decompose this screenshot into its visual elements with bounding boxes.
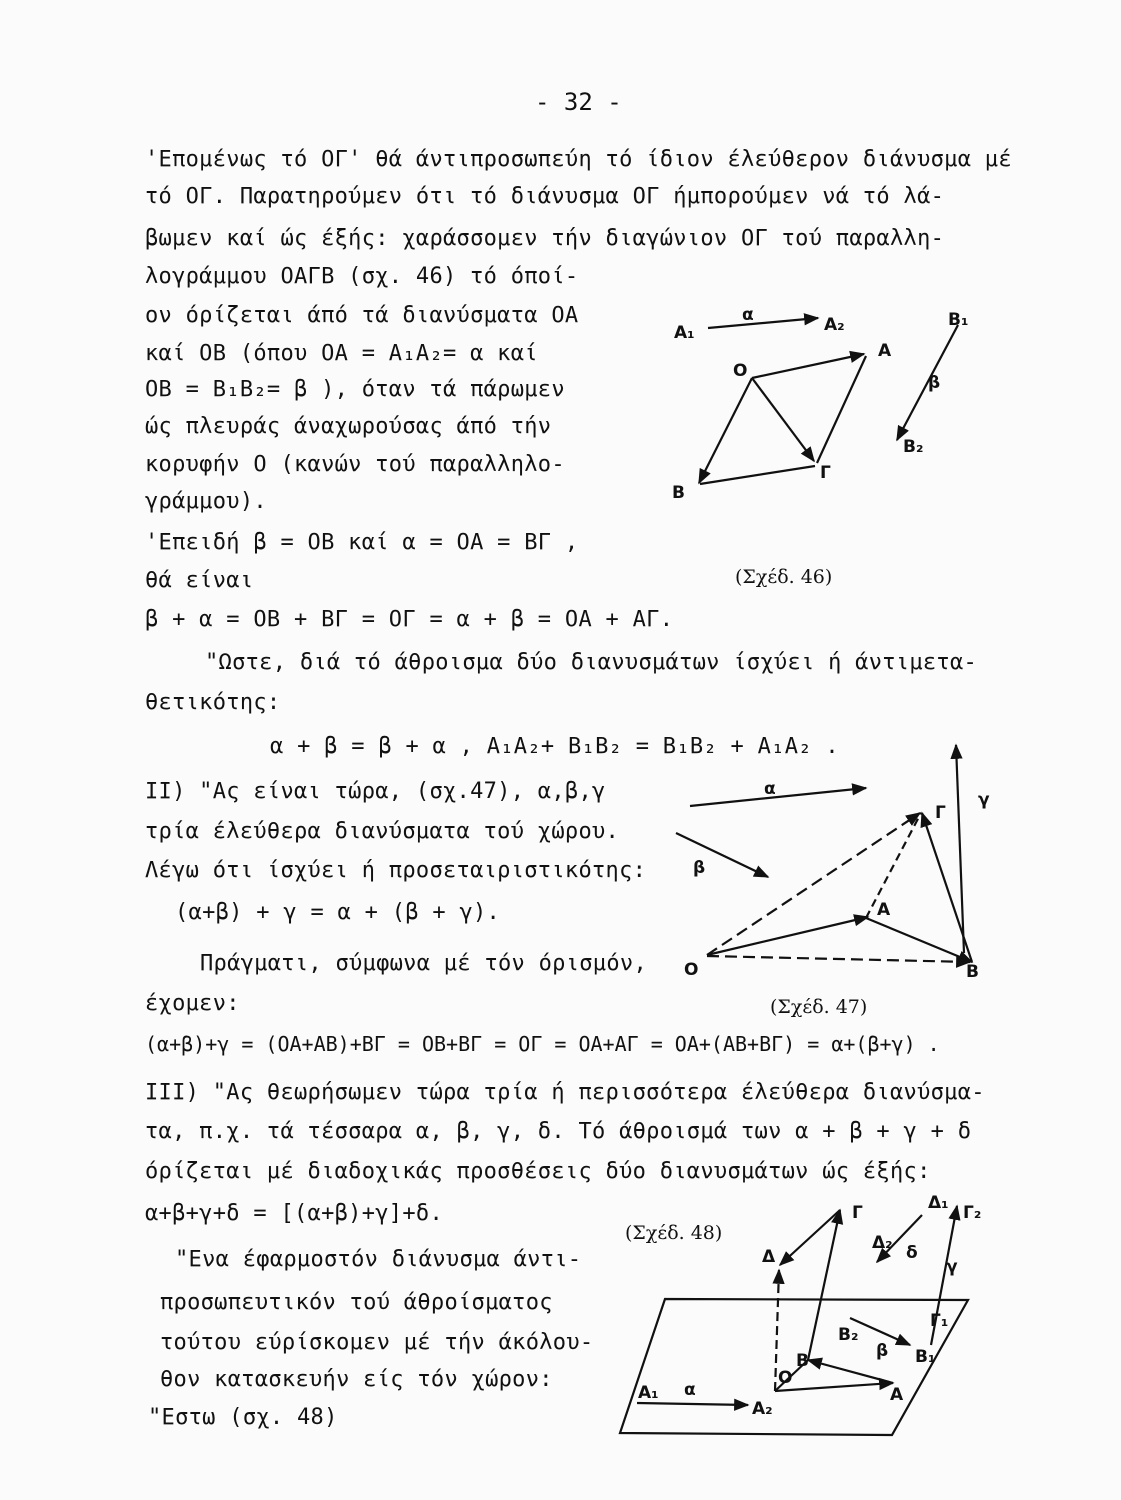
fig46-label: A₁ xyxy=(674,323,695,343)
fig46-label: α xyxy=(742,305,754,325)
text-line: (α+β)+γ = (ΟΑ+ΑΒ)+ΒΓ = ΟΒ+ΒΓ = ΟΓ = ΟΑ+ΑΓ = ΟΑ+(ΑΒ+ΒΓ) = α+(β+γ) . xyxy=(145,1032,940,1056)
fig48-label: B₁ xyxy=(915,1347,936,1367)
vector-og xyxy=(752,378,814,461)
text-line: Πράγματι, σύμφωνα μέ τόν όρισμόν, xyxy=(200,951,647,976)
figure-46-labels xyxy=(672,305,968,503)
text-line: κορυφήν Ο (κανών τού παραλληλο- xyxy=(145,452,565,477)
text-line: ον όρίζεται άπό τά διανύσματα ΟΑ xyxy=(145,303,579,328)
vector-g xyxy=(956,745,964,953)
vector-b xyxy=(676,833,768,877)
fig46-label: B₁ xyxy=(948,310,969,330)
segment-bg xyxy=(700,466,815,484)
segment-ag xyxy=(866,813,921,918)
fig46-label: A₂ xyxy=(824,315,845,335)
text-line: θον κατασκευήν είς τόν χώρον: xyxy=(160,1367,553,1392)
figure-47-caption: (Σχέδ. 47) xyxy=(770,996,868,1018)
text-line: τα, π.χ. τά τέσσαρα α, β, γ, δ. Τό άθροισμά των α + β + γ + δ xyxy=(145,1119,972,1144)
text-line: τρία έλεύθερα διανύσματα τού χώρου. xyxy=(145,819,620,844)
vector-ob xyxy=(707,956,970,962)
fig47-label: Γ xyxy=(935,803,946,823)
fig47-label: γ xyxy=(978,790,990,810)
figure-46 xyxy=(699,318,958,484)
text-line: Λέγω ότι ίσχύει ή προσεταιριστικότης: xyxy=(145,858,647,883)
vector-bg xyxy=(808,1210,840,1360)
vector-ob xyxy=(699,378,752,483)
text-line: όρίζεται μέ διαδοχικάς προσθέσεις δύο διανυσμάτων ώς έξής: xyxy=(145,1159,931,1184)
fig48-label: B xyxy=(796,1351,809,1371)
fig46-label: B₂ xyxy=(903,437,924,457)
vector-og xyxy=(707,813,920,955)
fig48-label: Δ₂ xyxy=(872,1233,893,1253)
text-line: α + β = β + α , Α₁Α₂+ Β₁Β₂ = Β₁Β₂ + Α₁Α₂ . xyxy=(270,734,839,759)
segment-ag xyxy=(817,356,866,463)
fig48-label: O xyxy=(778,1368,793,1388)
figure-47 xyxy=(676,745,972,962)
text-line: θά είναι xyxy=(145,568,254,593)
fig48-label: A xyxy=(890,1385,904,1405)
fig47-label: O xyxy=(684,960,699,980)
fig48-label: γ xyxy=(946,1257,958,1277)
text-line: γράμμου). xyxy=(145,489,267,514)
text-line: θετικότης: xyxy=(145,690,281,715)
fig48-label: Δ xyxy=(762,1247,776,1267)
text-line: βωμεν καί ώς έξής: χαράσσομεν τήν διαγώνιον ΟΓ τού παραλλη- xyxy=(145,226,945,251)
fig47-label: A xyxy=(877,900,891,920)
fig47-label: B xyxy=(966,962,979,982)
fig48-label: A₁ xyxy=(638,1383,659,1403)
figure-46-caption: (Σχέδ. 46) xyxy=(735,566,833,588)
fig48-label: Γ₂ xyxy=(963,1203,982,1223)
fig48-label: Γ₁ xyxy=(930,1311,949,1331)
fig48-label: α xyxy=(684,1380,696,1400)
text-line: α+β+γ+δ = [(α+β)+γ]+δ. xyxy=(145,1201,443,1226)
text-line: ΟΒ = Β₁Β₂= β ), όταν τά πάρωμεν xyxy=(145,377,565,402)
text-line: ΙΙΙ) "Ας θεωρήσωμεν τώρα τρία ή περισσότερα έλεύθερα διανύσμα- xyxy=(145,1080,985,1105)
vector-oa xyxy=(752,354,864,378)
text-line: έχομεν: xyxy=(145,991,240,1016)
fig48-label: B₂ xyxy=(838,1325,859,1345)
figure-48-labels xyxy=(638,1193,981,1419)
fig47-label: β xyxy=(693,858,706,878)
text-line: "Εστω (σχ. 48) xyxy=(148,1405,338,1430)
text-line: 'Επομένως τό ΟΓ' θά άντιπροσωπεύη τό ίδιον έλεύθερον διάνυσμα μέ xyxy=(145,147,1012,172)
vector-a xyxy=(690,788,866,806)
text-line: λογράμμου ΟΑΓΒ (σχ. 46) τό όποί- xyxy=(145,264,579,289)
text-line: ΙΙ) "Ας είναι τώρα, (σχ.47), α,β,γ xyxy=(145,779,606,804)
fig48-label: Γ xyxy=(852,1203,863,1223)
vector-oa xyxy=(775,1383,893,1391)
vector-bg xyxy=(922,813,972,962)
figure-48 xyxy=(620,1206,968,1435)
fig46-label: Γ xyxy=(820,463,831,483)
text-line: (α+β) + γ = α + (β + γ). xyxy=(175,900,501,925)
vector-ab xyxy=(808,1360,893,1383)
fig47-label: α xyxy=(764,779,776,799)
vector-a1a2 xyxy=(637,1403,748,1405)
text-line: 'Επειδή β = ΟΒ καί α = ΟΑ = ΒΓ , xyxy=(145,530,579,555)
text-line: καί ΟΒ (όπου ΟΑ = Α₁Α₂= α καί xyxy=(145,341,538,366)
fig46-label: B xyxy=(672,483,685,503)
text-line: προσωπευτικόν τού άθροίσματος xyxy=(160,1290,553,1315)
plane xyxy=(620,1299,968,1435)
text-line: τούτου εύρίσκομεν μέ τήν άκόλου- xyxy=(160,1330,594,1355)
text-line: ώς πλευράς άναχωρούσας άπό τήν xyxy=(145,414,552,439)
page-number: - 32 - xyxy=(535,88,622,116)
text-line: "Ενα έφαρμοστόν διάνυσμα άντι- xyxy=(175,1247,582,1272)
fig46-label: A xyxy=(878,341,892,361)
text-line: β + α = ΟΒ + ΒΓ = ΟΓ = α + β = ΟΑ + ΑΓ. xyxy=(145,607,674,632)
fig48-label: β xyxy=(876,1341,889,1361)
figure-48-caption: (Σχέδ. 48) xyxy=(625,1222,723,1244)
vector-oa xyxy=(707,917,868,955)
vector-ab xyxy=(866,918,972,962)
fig46-label: O xyxy=(733,361,748,381)
fig48-label: A₂ xyxy=(752,1399,773,1419)
fig48-label: Δ₁ xyxy=(928,1193,949,1213)
fig48-label: δ xyxy=(906,1243,918,1263)
text-line: τό ΟΓ. Παρατηρούμεν ότι τό διάνυσμα ΟΓ ήμπορούμεν νά τό λά- xyxy=(145,184,945,209)
text-line: "Ωστε, διά τό άθροισμα δύο διανυσμάτων ίσχύει ή άντιμετα- xyxy=(205,650,978,675)
vector-a1a2 xyxy=(708,318,818,328)
fig46-label: β xyxy=(928,373,941,393)
